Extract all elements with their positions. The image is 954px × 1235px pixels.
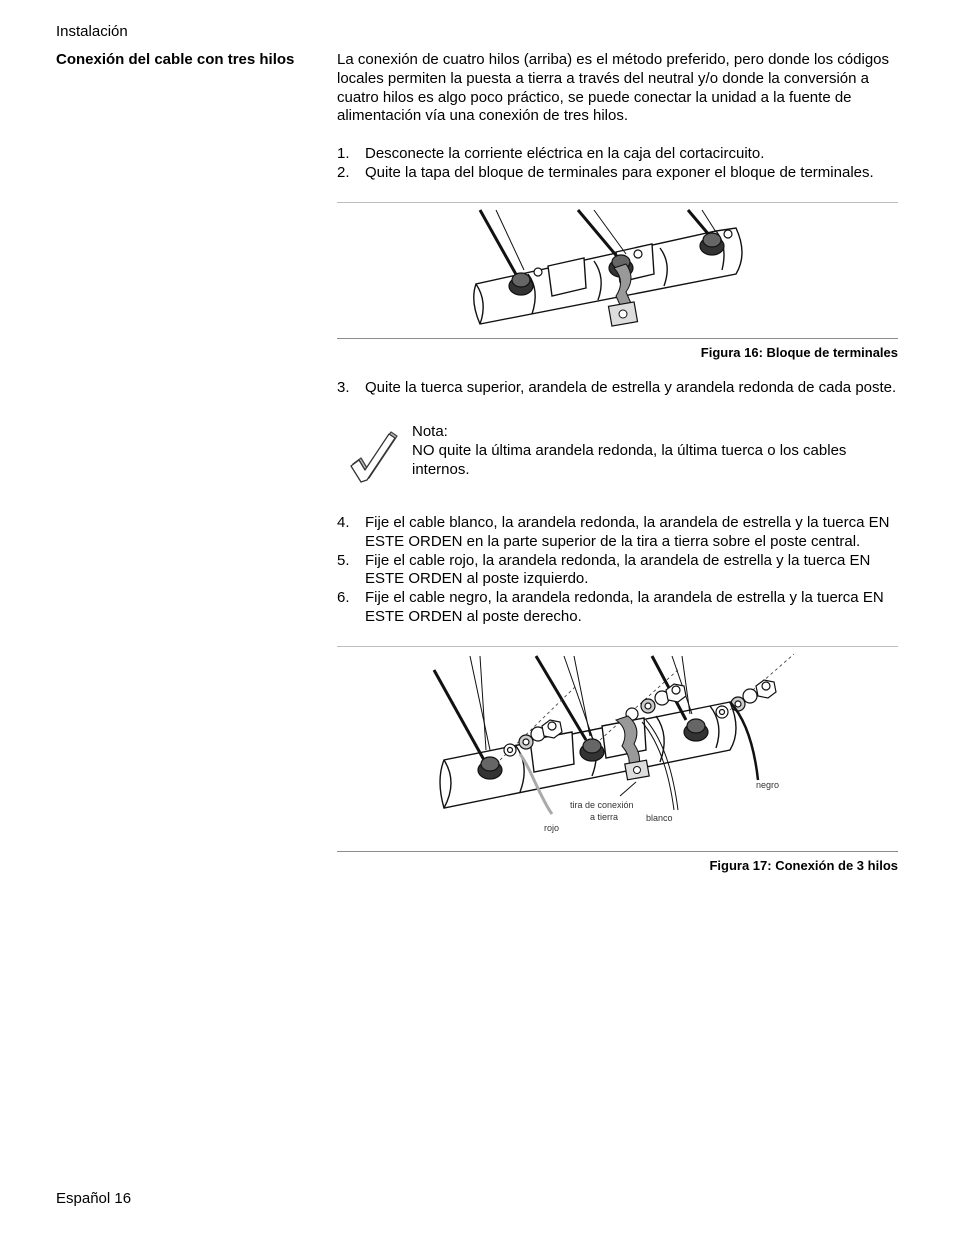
label-negro: negro xyxy=(756,780,780,790)
page-header: Instalación xyxy=(56,23,128,40)
steps-list-c xyxy=(337,514,902,627)
step-text: Quite la tuerca superior, arandela de estrella y arandela redonda de cada poste. xyxy=(365,379,897,396)
step-number: 1. xyxy=(337,145,350,162)
figure17-bottom-rule xyxy=(337,851,898,852)
intro-paragraph: La conexión de cuatro hilos (arriba) es el método preferido, pero donde los códigos locales permiten la puesta a tierra a través del neutral y/o donde la conversión a cuatro hilos es algo poco práctico, se puede conectar la unidad a la fuente de alimentación vía una conexión de tres hilos. xyxy=(337,51,889,125)
step-item xyxy=(337,514,902,552)
label-rojo: rojo xyxy=(544,823,560,833)
step-text: Fije el cable negro, la arandela redonda, la arandela de estrella y la tuerca EN ESTE ORDEN al poste derecho. xyxy=(365,589,884,625)
label-tira-line1: tira de conexión xyxy=(570,800,634,810)
step-text: Fije el cable blanco, la arandela redonda, la arandela de estrella y la tuerca EN ESTE ORDEN en la parte superior de la tira a tierra sobre el poste central. xyxy=(365,514,890,550)
steps-list-a xyxy=(337,145,902,183)
step-text: Fije el cable rojo, la arandela redonda, la arandela de estrella y la tuerca EN ESTE ORDEN al poste izquierdo. xyxy=(365,551,871,588)
step-item xyxy=(337,379,902,398)
step-number: 5. xyxy=(337,551,350,569)
label-blanco: blanco xyxy=(646,813,673,823)
step-number: 2. xyxy=(337,163,350,181)
step-number: 4. xyxy=(337,514,350,531)
steps-list-b xyxy=(337,379,902,398)
step-item xyxy=(337,164,902,183)
step-text: Desconecte la corriente eléctrica en la caja del cortacircuito. xyxy=(365,145,765,162)
figure17-top-rule xyxy=(337,646,898,647)
figure16-caption: Figura 16: Bloque de terminales xyxy=(700,345,898,360)
note-box xyxy=(412,423,892,479)
step-text: Quite la tapa del bloque de terminales para exponer el bloque de terminales. xyxy=(365,163,874,181)
three-wire-connection-illustration xyxy=(430,650,810,842)
figure16-top-rule xyxy=(337,202,898,203)
step-item xyxy=(337,589,902,627)
step-number: 3. xyxy=(337,379,350,396)
terminal-block-illustration xyxy=(466,206,756,330)
step-item xyxy=(337,145,902,164)
figure16-bottom-rule xyxy=(337,338,898,339)
section-title: Conexión del cable con tres hilos xyxy=(56,51,295,68)
note-text: NO quite la última arandela redonda, la última tuerca o los cables internos. xyxy=(412,441,847,478)
step-number: 6. xyxy=(337,589,350,607)
page-footer: Español 16 xyxy=(56,1190,132,1207)
note-title: Nota: xyxy=(412,423,448,440)
label-tira-line2: a tierra xyxy=(590,812,619,822)
step-item xyxy=(337,552,902,590)
checkmark-note-icon xyxy=(347,428,401,484)
figure17-caption: Figura 17: Conexión de 3 hilos xyxy=(709,858,898,873)
